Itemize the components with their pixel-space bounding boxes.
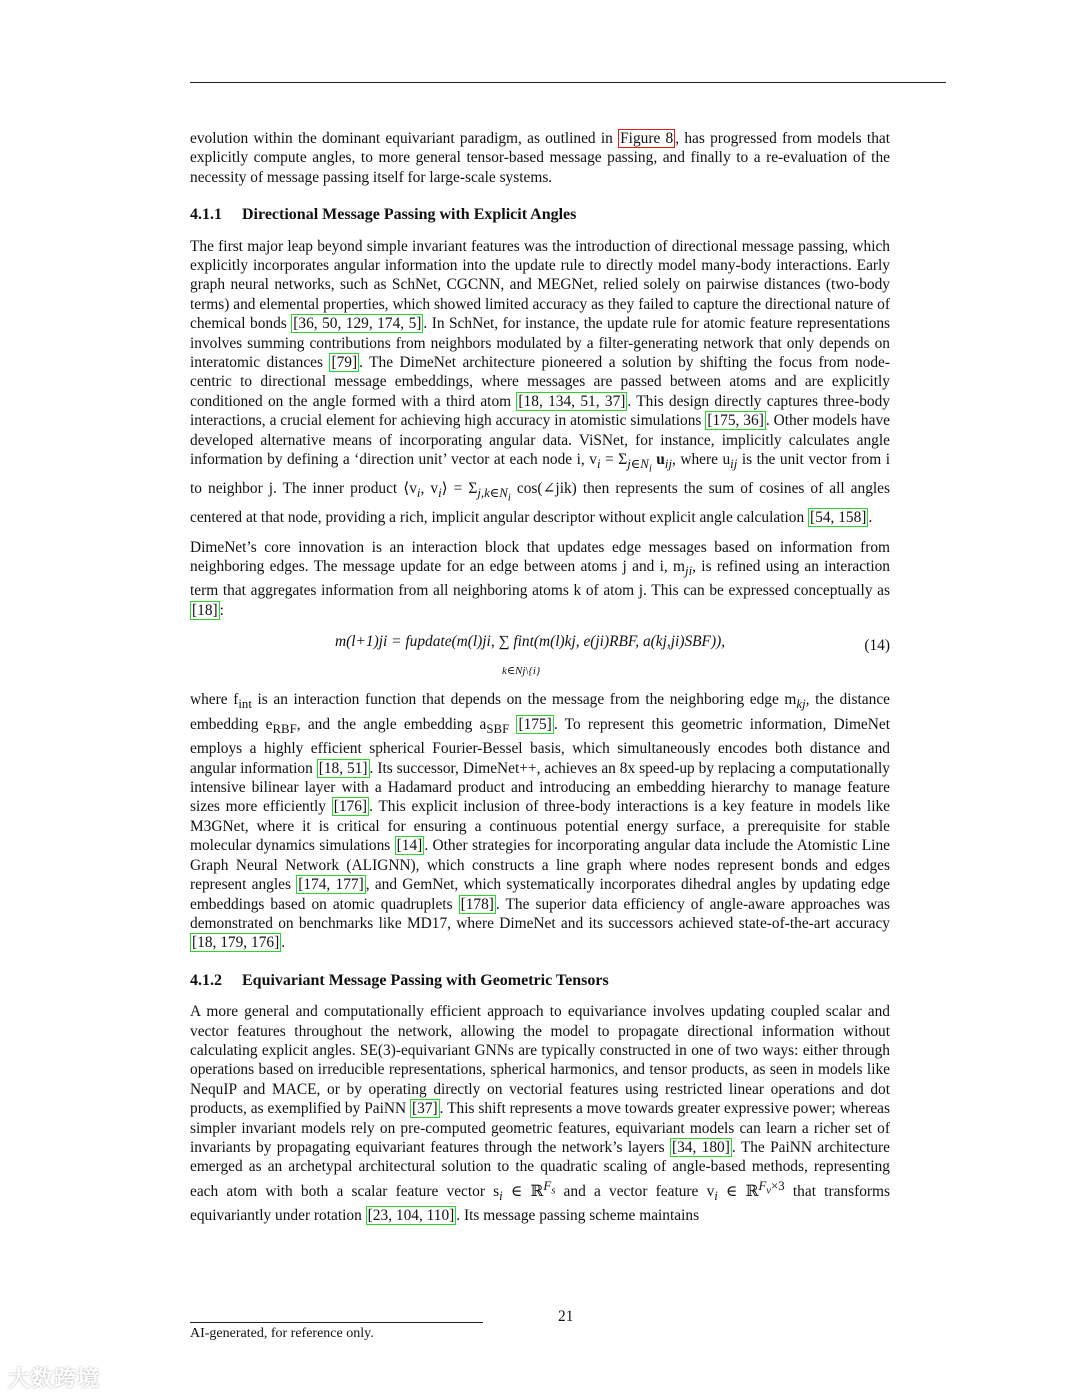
citation-link[interactable]: [54, 158] [810,509,867,527]
citation-link[interactable]: [18] [192,601,218,619]
footer-rule [190,1322,483,1323]
watermark-logo: 大数跨境 [8,1367,101,1392]
citation-link[interactable]: [174, 177] [298,876,364,894]
citation-link[interactable]: [23, 104, 110] [367,1207,455,1225]
citation-link[interactable]: [18, 51] [318,759,368,777]
header-rule [190,82,946,83]
citation-link[interactable]: [175, 36] [707,412,764,430]
footer-disclaimer: AI-generated, for reference only. [190,1326,374,1341]
intro-paragraph: evolution within the dominant equivariant paradigm, as outlined in Figure 8 , has progressed from models that explicitly compute angles, to more general tensor-based message passing, and finally to a re-evaluation of the necessity of message passing itself for large-scale systems. [190,130,890,186]
section-1-paragraph-1: The first major leap beyond simple invariant features was the introduction of directional message passing, which explicitly incorporates angular information into the update rule to directly model many-body interactions. Early graph neural networks, such as SchNet, CGCNN, and MEGNet, relied solely on pairwise distances (two-body terms) and elemental properties, which showed limited accuracy as they failed to capture the directional nature of chemical bonds [36, 50, 129, 174, 5] . In SchNet, for instance, the update rule for atomic feature representations involves summing contributions from neighbors modulated by a filter-generating network that only depends on interatomic distances [79] . The DimeNet architecture pioneered a solution by shifting the focus from node-centric to directional message embeddings, where messages are passed between atoms and are explicitly conditioned on the angle formed with a third atom [18, 134, 51, 37] . This design directly captures three-body interactions, a crucial element for achieving high accuracy in atomistic simulations [175, 36] . Other models have developed alternative means of incorporating angular data. ViSNet, for instance, implicitly calculates angle information by defining a ‘direction unit’ vector at each node i, $v_i = \Sigma_{j\in N_i}$ $u_{ij}$, where $u_{ij}$ is the unit vector from i to neighbor j. The inner product $⟨v_i$, $v_i⟩ = \Sigma_{j,k\in N_i}$ cos(∠jik) then represents the sum of cosines of all angles centered at that node, providing a rich, implicit angular descriptor without explicit angle calculation [54, 158] . [190,237,891,527]
page-number: 21 [558,1308,574,1325]
citation-link[interactable]: [14] [396,837,423,855]
equation-number: (14) [864,637,890,655]
figure-8-link[interactable]: Figure 8 [620,130,674,147]
citation-link[interactable]: [79] [331,354,358,372]
equation-14 [190,626,890,678]
citation-link[interactable]: [37] [412,1100,438,1118]
citation-link[interactable]: [18, 134, 51, 37] [518,392,626,410]
citation-link[interactable]: [178] [460,895,494,913]
section-1-paragraph-3: where $f_{int}$ is an interaction function that depends on the message from the neighboring edge $m_{kj}$, the distance embedding $e_{RBF}$, and the angle embedding $a_{SBF}$ [175] . To represent this geometric information, DimeNet employs a highly efficient spherical Fourier-Bessel basis, which simultaneously encodes both distance and angular information [18, 51] . Its successor, DimeNet++, achieves an 8x speed-up by replacing a computationally intensive bilinear layer with a Hadamard product and introducing an embedding hierarchy to manage feature sizes more efficiently [176] . This explicit inclusion of three-body interactions is a key feature in models like M3GNet, where it is critical for ensuring a continuous potential energy surface, a prerequisite for stable molecular dynamics simulations [14] . Other strategies for incorporating angular data include the Atomistic Line Graph Neural Network (ALIGNN), which constructs a line graph where nodes represent bonds and edges represent angles [174, 177] , and GemNet, which systematically incorporates dihedral angles by updating edge embeddings based on atomic quadruplets [178] . The superior data efficiency of angle-aware approaches was demonstrated on benchmarks like MD17, where DimeNet and its successors achieved state-of-the-art accuracy [18, 179, 176] . [190,691,891,952]
equation-body: m(l+1)ji = fupdate(m(l)ji, ∑ fint(m(l)kj, e(ji)RBF, a(kj,ji)SBF)), [335,633,726,651]
citation-link[interactable]: [18, 179, 176] [192,934,280,952]
section-heading-4-1-1: 4.1.1 Directional Message Passing with Explicit Angles [190,206,577,224]
citation-link[interactable]: [36, 50, 129, 174, 5] [293,315,422,333]
page-body [190,129,890,1236]
section-heading-4-1-2: 4.1.2 Equivariant Message Passing with Geometric Tensors [190,971,609,989]
equation-sum-range: k∈Nj\{i} [502,665,541,678]
citation-link[interactable]: [175] [518,715,552,733]
section-2-paragraph-1: A more general and computationally efficient approach to equivariance involves updating coupled scalar and vector features throughout the network, allowing the model to propagate directional information without calculating explicit angles. SE(3)-equivariant GNNs are typically constructed in one of two ways: either through operations based on irreducible representations, spherical harmonics, and tensor products, as seen in models like NequIP and MACE, or by operating directly on vectorial features using restricted linear operations and dot products, as exemplified by PaiNN [37] . This shift represents a move towards greater expressive power; whereas simpler invariant models rely on pre-computed geometric features, equivariant models can learn a richer set of invariants by propagating equivariant features through the network’s layers [34, 180] . The PaiNN architecture emerged as an archetypal architectural solution to the quadratic scaling of angle-based methods, representing each atom with both a scalar feature vector $s_i$ ∈ ℝ$^{F_s}$ and a vector feature $v_i$ ∈ ℝ$^{F_v\times 3}$ that transforms equivariantly under rotation [23, 104, 110] . Its message passing scheme maintains [190,1003,891,1225]
citation-link[interactable]: [176] [333,798,368,816]
citation-link[interactable]: [34, 180] [671,1138,730,1156]
section-1-paragraph-2: DimeNet’s core innovation is an interaction block that updates edge messages based on information from neighboring edges. The message update for an edge between atoms j and i, $m_{ji}$, is refined using an interaction term that aggregates information from all neighboring atoms k of atom j. This can be expressed conceptually as [18] : [190,538,890,619]
